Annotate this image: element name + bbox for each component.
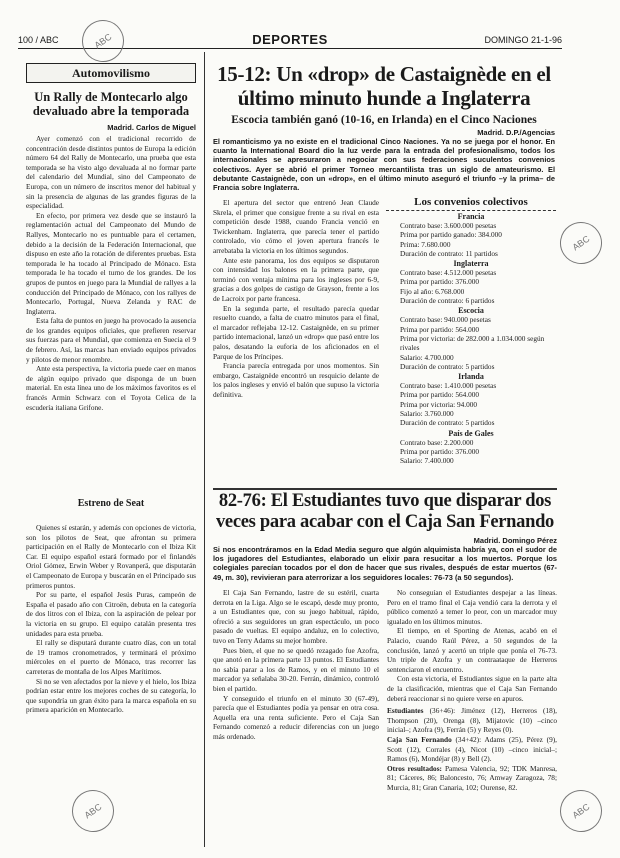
basket-headline: 82-76: El Estudiantes tuvo que disparar dos veces para acabar con el Caja San Fernando [215,491,555,532]
abc-stamp: ABC [552,214,610,272]
basket-body-col1: El Caja San Fernando, lastre de su estéril, cuarta derrota en la Liga. Algo se le escapó, desde muy pronto, a un Estudiantes que, con su juego habitual, rápido, ofreció a sus seguidores un gran espectáculo, un poco pasado de vueltas. El equipo andaluz, en lo colectivo, tuvo en Terry Adams su mejor hombre. Pues bien, el que no se quedó rezagado fue Azofra, que anotó en la primera parte 13 puntos. El Estudiantes no sabía parar a los de Ramos, y en el minuto 10 el marcador ya señalaba 30-20. Ferrán, dinámico, controló bien el partido. Y conseguido el triunfo en el minuto 30 (67-49), parecía que el Estudiantes podía ya pensar en otra cosa. Aquella era una renta suficiente. Pero el Caja San Fernando comenzó a reducir diferencias con un juego más ordenado. [213,588,379,741]
rugby-subhead: Escocia también ganó (10-16, en Irlanda) en el Cinco Naciones [231,114,537,126]
rally-body: Ayer comenzó con el tradicional recorrido de concentración desde distintos puntos de Europa la edición número 64 del Rally de Montecarlo, una prueba que esta temporada se ha visto algo devaluada al no formar parte del calendario del Mundial, sino del Campeonato de Europa, con un número de inscritos menor del habitual y sin la presencia de algunas de las grandes figuras de la especialidad. En efecto, por primera vez desde que se instauró la reglamentación actual del Campeonato del Mundo de Rallyes, Montecarlo no es puntuable para el certamen, debido a la decisión de la Federación Internacional, que dispuso en este año la rotación de diferentes pruebas. Esta temporada le ha tocado al Principado de Mónaco. Esta temporada le ha tocado el turno de los grandes. De los grupos de puntos en juego para la Mundial de rallyes a la conducción del Principado de Mónaco, con los rallyes de Montecarlo, Portugal, Nueva Zelanda y RAC de Inglaterra. Esta falta de puntos en juego ha provocado la ausencia de los grandes equipos oficiales, que prefieren reservar sus fuerzas para el Mundial, que comienza en Suecia el 9 de febrero. Así, las marcas han enviado equipos privados y pilotos de menor renombre. Ante esta perspectiva, la victoria puede caer en manos de algún equipo privado que disponga de un buen material. En esta línea uno de los máximos favoritos es el francés Armin Schwarz con el Toyota Celica de la escudería italiana Grifone. [26,134,196,412]
rally-byline: Madrid. Carlos de Miguel [107,123,196,132]
stats-other-results: Otros resultados: Pamesa Valencia, 92; TDK Manresa, 81; Cáceres, 86; Baloncesto, 76; Amway Zaragoza, 78; Murcia, 81; Gran Canaria, 102; Ourense, 82. [387,763,557,792]
rugby-article [213,62,555,193]
rugby-headline: 15-12: Un «drop» de Castaignède en el último minuto hunde a Inglaterra [217,62,551,110]
abc-stamp: ABC [552,782,610,840]
rugby-body: El apertura del sector que entrenó Jean Claude Skrela, el primer que consigue frente a su rival en esta competición desde 1988, cuando Francia venció en Twickenham. Inglaterra, que parecía tener el partido controlado, vio cómo el joven apertura francés le arrebataba la victoria en los últimos segundos. Ante este panorama, los dos equipos se disputaron con intensidad los balones en la primera parte, que terminó con ventaja mínima para los ingleses por 6-9, gracias a dos golpes de castigo de Grayson, frente a los de Lacroix por parte francesa. En la segunda parte, el resultado parecía quedar resuelto cuando, a falta de cuatro minutos para el final, el marcador reflejaba 12-12. Castaignède, en su primer partido internacional, lanzó un «drop» que pasó entre los palos, desatando la euforia de los aficionados en el Parque de los Príncipes. Francia parecía entregada por unos momentos. Sin embargo, Castaignède encontró un resquicio delante de los palos ingleses y envió el balón que supuso la victoria definitiva. [213,198,379,399]
column-divider [204,52,205,847]
basket-byline: Madrid. Domingo Pérez [473,536,557,545]
basket-lead: Si nos encontráramos en la Edad Media seguro que algún alquimista habría ya, con el sudor de los jugadores del Estudiantes, elaborado un elixir para resucitar a los muertos. Porque los colegiales parecían tocados por el don de hacer que sus rivales, después de estar muertos (67-49, m. 30), revivieran para aterrorizar a los seguidores locales: 76-73 (a 50 segundos). [213,545,557,582]
stats-caja: Caja San Fernando (34+42): Adams (25), Pérez (9), Scott (12), Corrales (4), Nicot (10) –cinco inicial–; Ramos (6), Mondéjar (8) y Bell (2). [387,734,557,764]
rally-article [26,63,196,793]
abc-stamp: ABC [74,12,132,70]
basket-article [213,491,557,583]
collective-agreements-box [386,196,556,486]
agreement-group-escocia: Escocia Contrato base: 940.000 pesetas Prima por partido: 564.000 Prima por victoria: de 282.000 a 1.034.000 según rivales Salario: 4.700.000 Duración de contrato: 5 partidos [400,306,545,371]
page-number: 100 / ABC [18,35,59,45]
seat-subhead: Estreno de Seat [77,498,145,509]
rugby-lead: El romanticismo ya no existe en el tradicional Cinco Naciones. Ya no se juega por el honor. En cuanto la International Board dio la luz verde para la entrada del profesionalismo, todos los internacionales se apresuraron a negociar con sus federaciones suculentos convenios colectivos. Ayer se abrió el primer Torneo mercantilista tras un siglo de amateurismo. El debutante Castaignède, con un «drop», en el último minuto aseguró el triunfo –y la prima– de Francia sobre Inglaterra. [213,137,555,193]
abc-stamp: ABC [64,782,122,840]
section-title: DEPORTES [252,32,328,47]
section-label-box: Automovilismo [26,63,196,83]
basket-body-col2: No conseguían el Estudiantes despejar a las líneas. Pero en el tramo final el Caja vendió cara la derrota y el público comenzó a temer lo peor, con un marcador muy igualado en los últimos minutos. El tiempo, en el Sporting de Atenas, acabó en el Palacio, cuando Raúl Pérez, a 50 segundos de la conclusión, lanzó y acertó un triple que ponía el 76-73. Un triple de Azofra y un contraataque de Herreros sentenciaron el encuentro. Con esta victoria, el Estudiantes sigue en la parte alta de la clasificación, mientras que el Caja San Fernando deberá reaccionar si no quiere verse en apuros. Estudiantes (36+46): Jiménez (12), Herreros (18), Thompson (20), Orenga (8), Mijatovic (10) –cinco inicial–; Azofra (9), Ferrán (5) y Reyes (0). Caja San Fernando (34+42): Adams (25), Pérez (9), Scott (12), Corrales (4), Nicot (10) –cinco inicial–; Ramos (6), Mondéjar (8) y Bell (2). Otros resultados: Pamesa Valencia, 92; TDK Manresa, 81; Cáceres, 86; Baloncesto, 76; Amway Zaragoza, 78; Murcia, 81; Gran Canaria, 102; Ourense, 82. [387,588,557,792]
seat-body: Quienes sí estarán, y además con opciones de victoria, son los pilotos de Seat, que afrontan su primera participación en el Rally de Montecarlo con el Ibiza Kit Car. El equipo español estará formado por el finlandés Oriol Gómez, Erwin Weber y Rovanperä, que disputarán el Campeonato de Europa y buscarán en el Principado sus primeros puntos. Por su parte, el español Jesús Puras, campeón de España el pasado año con Citroën, debuta en la categoría de dos litros con el Ibiza, con la aspiración de pelear por la victoria en su grupo. El equipo catalán presenta tres unidades para esta prueba. El rally se disputará durante cuatro días, con un total de 19 tramos cronometrados, y terminará el próximo miércoles en el puerto de Mónaco, tras recorrer las carreteras de montaña de los Alpes Marítimos. Si no se ven afectados por la nieve y el hielo, los Ibiza podrían estar entre los mejores coches de su categoría, lo que supondría un gran éxito para la marca española en su primera aparición en Montecarlo. [26,523,196,715]
agreement-group-gales: País de Gales Contrato base: 2.200.000 Prima por partido: 376.000 Salario: 7.400.000 [400,428,494,466]
rally-headline: Un Rally de Montecarlo algo devaluado abre la temporada [32,90,190,118]
page-date: DOMINGO 21-1-96 [484,35,562,45]
agreement-group-francia: Francia Contrato base: 3.600.000 pesetas Prima por partido ganado: 384.000 Prima: 7.680.000 Duración de contrato: 11 partidos [400,212,502,258]
rugby-byline: Madrid. D.P./Agencias [477,128,555,137]
agreement-group-irlanda: Irlanda Contrato base: 1.410.000 pesetas Prima por partido: 564.000 Prima por victoria: 94.000 Salario: 3.760.000 Duración de contrato: 5 partidos [400,372,497,428]
agreements-title: Los convenios colectivos [386,196,556,211]
article-separator [213,488,557,490]
stats-estudiantes: Estudiantes (36+46): Jiménez (12), Herreros (18), Thompson (20), Orenga (8), Mijatovic (10) –cinco inicial–; Azofra (9), Ferrán (5) y Reyes (0). [387,706,557,735]
agreement-group-inglaterra: Inglaterra Contrato base: 4.512.000 pesetas Prima por partido: 376.000 Fijo al año: 6.768.000 Duración de contrato: 6 partidos [400,259,497,306]
